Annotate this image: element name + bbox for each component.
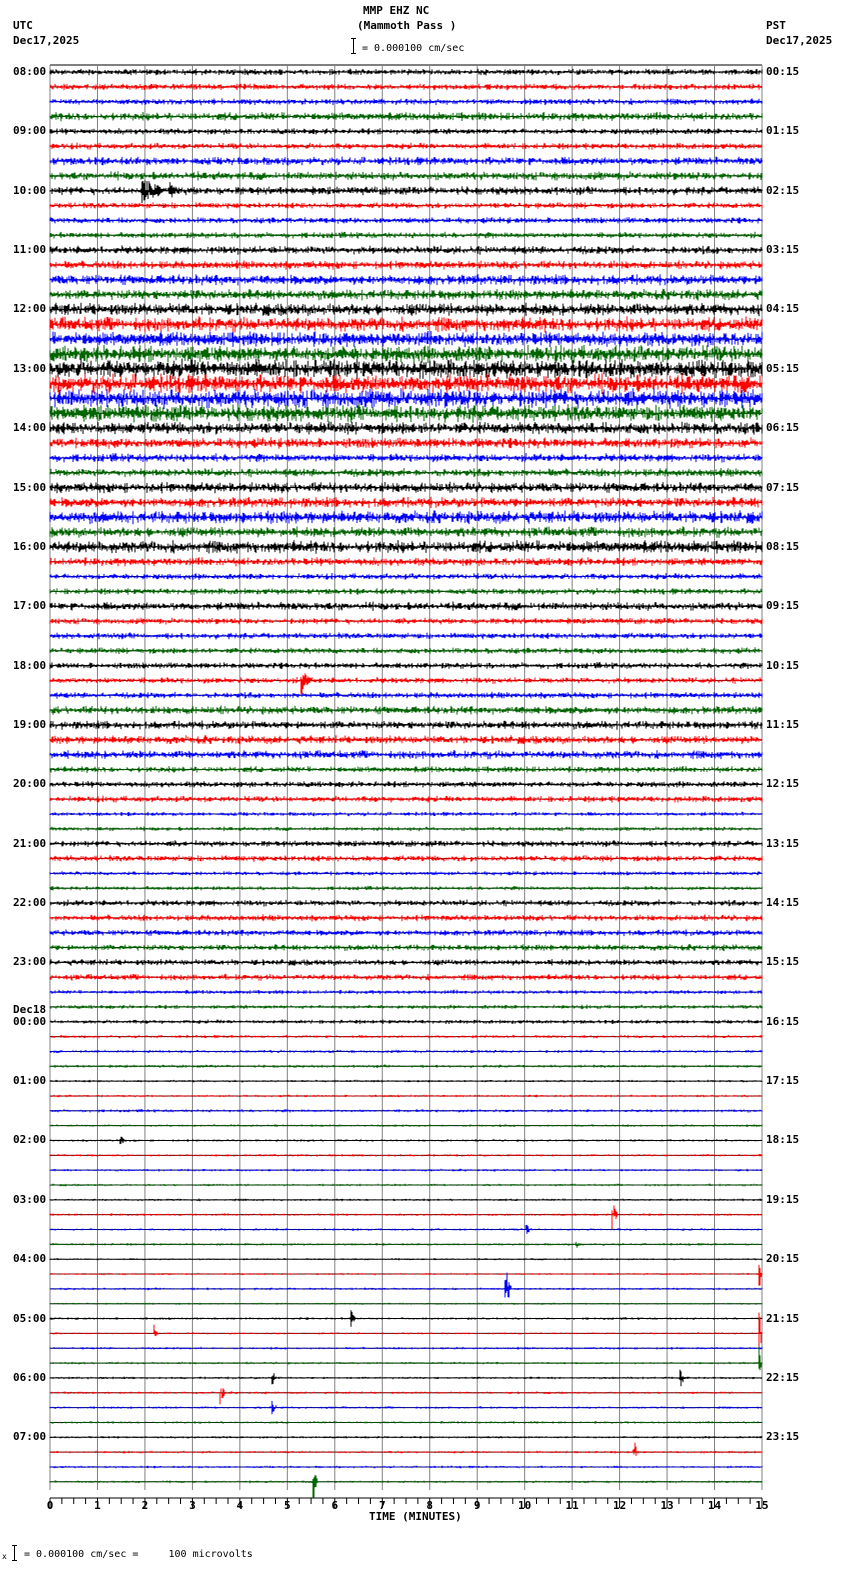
utc-hour-label: 17:00 xyxy=(13,599,47,613)
x-tick-label: 14 xyxy=(707,1499,722,1512)
pst-hour-label: 02:15 xyxy=(766,183,800,197)
x-tick-label: 3 xyxy=(189,1499,196,1512)
station-location: (Mammoth Pass ) xyxy=(357,19,457,32)
utc-hour-label: 08:00 xyxy=(13,65,47,78)
utc-hour-label: 23:00 xyxy=(13,955,47,969)
pst-hour-label: 19:15 xyxy=(766,1192,800,1206)
x-tick-label: 6 xyxy=(331,1499,339,1512)
x-tick-label: 4 xyxy=(236,1499,244,1512)
pst-hour-label: 18:15 xyxy=(766,1133,800,1147)
x-tick-label: 15 xyxy=(755,1499,769,1512)
utc-hour-label: 21:00 xyxy=(13,836,47,850)
utc-hour-label: 15:00 xyxy=(13,480,47,494)
utc-hour-label: 19:00 xyxy=(13,717,47,731)
day-change-label: Dec18 xyxy=(13,1003,47,1016)
scale-text: = 0.000100 cm/sec xyxy=(362,43,465,54)
utc-hour-label: 00:00 xyxy=(13,1014,47,1028)
pst-hour-label: 07:15 xyxy=(766,480,800,494)
pst-hour-label: 12:15 xyxy=(766,777,800,791)
utc-hour-label: 13:00 xyxy=(13,361,47,375)
right-date: Dec17,2025 xyxy=(766,34,833,47)
x-tick-label: 12 xyxy=(612,1499,627,1512)
utc-hour-label: 16:00 xyxy=(13,539,47,553)
utc-hour-label: 05:00 xyxy=(13,1311,47,1325)
utc-hour-label: 01:00 xyxy=(13,1074,47,1088)
right-timezone: PST xyxy=(766,19,786,32)
pst-hour-label: 11:15 xyxy=(766,717,800,731)
pst-hour-label: 06:15 xyxy=(766,421,800,435)
utc-hour-label: 12:00 xyxy=(13,302,47,316)
x-tick-label: 1 xyxy=(94,1499,101,1512)
utc-hour-label: 22:00 xyxy=(13,896,47,910)
footer-scale-text: = 0.000100 cm/sec = 100 microvolts xyxy=(24,1549,253,1560)
pst-hour-label: 13:15 xyxy=(766,836,800,850)
pst-hour-label: 21:15 xyxy=(766,1311,800,1325)
x-tick-label: 10 xyxy=(518,1499,532,1512)
utc-hour-label: 07:00 xyxy=(13,1430,47,1444)
x-axis-label: TIME (MINUTES) xyxy=(369,1510,462,1523)
utc-hour-label: 14:00 xyxy=(13,421,47,435)
pst-hour-label: 17:15 xyxy=(766,1074,800,1088)
utc-hour-label: 18:00 xyxy=(13,658,47,672)
utc-hour-label: 02:00 xyxy=(13,1133,47,1147)
pst-hour-label: 01:15 xyxy=(766,124,800,138)
utc-hour-label: 04:00 xyxy=(13,1252,47,1266)
pst-hour-label: 20:15 xyxy=(766,1252,800,1266)
pst-hour-label: 15:15 xyxy=(766,955,800,969)
pst-hour-label: 09:15 xyxy=(766,599,800,613)
pst-hour-label: 16:15 xyxy=(766,1014,800,1028)
x-tick-label: 8 xyxy=(426,1499,434,1512)
x-tick-label: 2 xyxy=(141,1499,149,1512)
utc-hour-label: 11:00 xyxy=(13,243,47,257)
x-tick-label: 0 xyxy=(46,1499,54,1512)
utc-hour-label: 09:00 xyxy=(13,124,47,138)
utc-hour-label: 10:00 xyxy=(13,183,47,197)
footer-scale-bar-icon xyxy=(12,1545,17,1561)
pst-hour-label: 04:15 xyxy=(766,302,800,316)
pst-hour-label: 14:15 xyxy=(766,896,800,910)
pst-hour-label: 03:15 xyxy=(766,243,800,257)
x-tick-label: 11 xyxy=(565,1499,579,1512)
utc-hour-label: 03:00 xyxy=(13,1192,47,1206)
station-title: MMP EHZ NC xyxy=(363,4,430,17)
footer-scale-prefix: x xyxy=(2,1552,7,1561)
pst-hour-label: 23:15 xyxy=(766,1430,800,1444)
x-tick-label: 5 xyxy=(284,1499,291,1512)
pst-hour-label: 10:15 xyxy=(766,658,800,672)
utc-hour-label: 06:00 xyxy=(13,1370,47,1384)
pst-hour-label: 05:15 xyxy=(766,361,800,375)
x-tick-label: 9 xyxy=(473,1499,481,1512)
pst-hour-label: 22:15 xyxy=(766,1370,800,1384)
pst-hour-label: 00:15 xyxy=(766,65,800,78)
left-timezone: UTC xyxy=(13,19,33,32)
left-date: Dec17,2025 xyxy=(13,34,80,47)
utc-hour-label: 20:00 xyxy=(13,777,47,791)
x-tick-label: 13 xyxy=(660,1499,674,1512)
pst-hour-label: 08:15 xyxy=(766,539,800,553)
x-tick-label: 7 xyxy=(378,1499,386,1512)
